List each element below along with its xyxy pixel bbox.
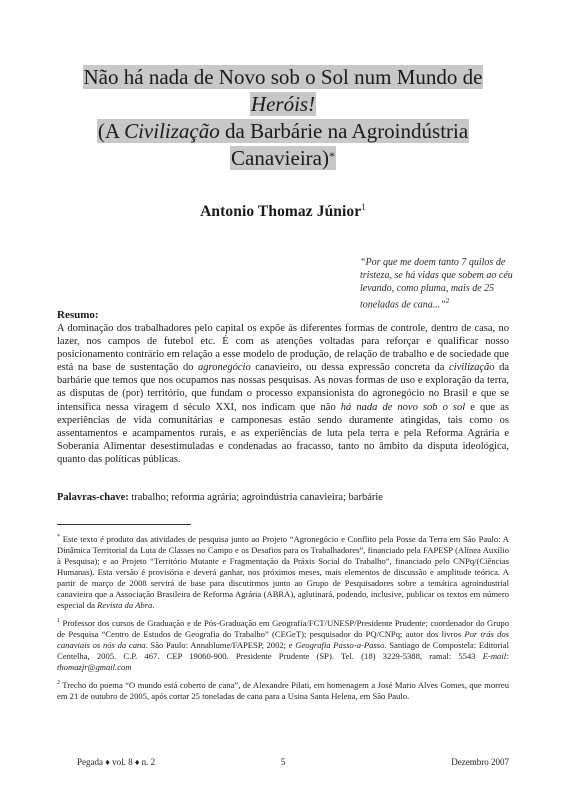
author-name: Antonio Thomaz Júnior$^1$ [200,202,366,221]
title-footnote-marker: * [328,149,335,163]
issue-date: Dezembro 2007 [451,757,509,767]
footnotes [57,532,509,707]
footnote-1: $^1$ Professor dos cursos de Graduação e de Pós-Graduação em Geografia/FCT/UNESP/Presidente Prudente; coordenador do Grupo de Pesquisa “Centro de Estudos de Geografia do Trabalho” (CEGeT); pesquisador do PQ/CNPq; autor dos livros Por trás dos canaviais os nós da cana. São Paulo: Annablume/FAPESP, 2002; e Geografia Passo-a-Passo. Santiago de Compostela: Editorial Centelha, 2005. C.P. 467. CEP 19060-900. Presidente Prudente (SP). Tel. (18) 3229-5388, ramal: 5543 E-mail: thomazjr@gmail.com [57,617,510,672]
footnote-2: $^2$ Trecho do poema “O mundo está coberto de cana”, de Alexandre Pilati, em homenagem a José Mario Alves Gomes, que morreu em 21 de outubro de 2005, após cortar 25 toneladas de cana para a Usina Santa Helena, em São Paulo. [57,679,509,701]
footnote-star: * Este texto é produto das atividades de pesquisa junto ao Projeto “Agronegócio e Conflito pela Posse da Terra em São Paulo: A Dinâmica Territorial da Luta de Classes no Campo e os Desafios para os Trabalhadores”, financiado pela FAPESP (Alínea Auxílio à Pesquisa); e ao Projeto “Território Mutante e Fragmentação da Práxis Social do Trabalho”, financiado pelo CNPq/(Ciências Humanas). Esta versão é provisória e deverá ganhar, nos próximos meses, mais elementos de discussão e amplitude teórica. A partir de março de 2008 servirá de base para discutirmos junto ao Grupo de Pesquisadores sobre a temática agroindustrial canavieira que a Associação Brasileira de Reforma Agrária (ABRA), aglutinará, podendo, inclusive, publicar os textos em número especial da Revista da Abra. [57,533,509,610]
epigraph-quote: “Por que me doem tanto 7 quilos de tristeza, se há vidas que sobem ao céu levando, como pluma, mais de 25 toneladas de cana...”$^2$ [360,257,513,311]
title-line-1: Não há nada de Novo sob o Sol num Mundo de [83,65,483,89]
keywords-text: trabalho; reforma agrária; agroindústria canavieira; barbárie [128,492,383,503]
author-footnote-marker: 1 [361,202,366,212]
keywords-label: Palavras-chave: [57,492,129,503]
keywords-line [57,492,509,503]
page-footer [57,757,509,769]
footnote-separator [57,524,191,525]
epigraph-footnote-marker: 2 [445,297,450,305]
journal-reference: Pegada ♦ vol. 8 ♦ n. 2 [77,757,156,767]
title-line-2: Heróis! [250,92,316,116]
title-line-4: Canavieira)* [231,146,335,170]
abstract-body: A dominação dos trabalhadores pelo capital os expõe às diferentes formas de controle, dentro de casa, no lazer, nos campos de futebol etc. É com as atenções voltadas para reforçar e qualificar nosso posicionamento contrário em relação a esse modelo de produção, de relação de trabalho e de sociedade que está na base de sustentação do agronegócio canavieiro, ou dessa expressão concreta da civilização da barbárie que temos que nos ocupamos nas nossas pesquisas. As novas formas de uso e exploração da terra, as disputas de (por) território, que fundam o processo expansionista do agronegócio no Brasil e que se intensifica nessa viragem d século XXI, nos indicam que não há nada de novo sob o sol e que as experiências de vida comunitárias e camponesas estão sendo duramente atingidas, tais como os assentamentos e acampamentos rurais, e as experiências de luta pela terra e pela Reforma Agrária e Soberania Alimentar desestimuladas e condenadas ao fracasso, tanto no âmbito da disputa ideológica, quanto das políticas públicas. [57,323,509,465]
title-line-3: (A Civilização da Barbárie na Agroindústria [97,119,469,143]
abstract-heading: Resumo: [57,309,99,321]
page-number: 5 [280,757,286,767]
article-title [57,64,509,172]
